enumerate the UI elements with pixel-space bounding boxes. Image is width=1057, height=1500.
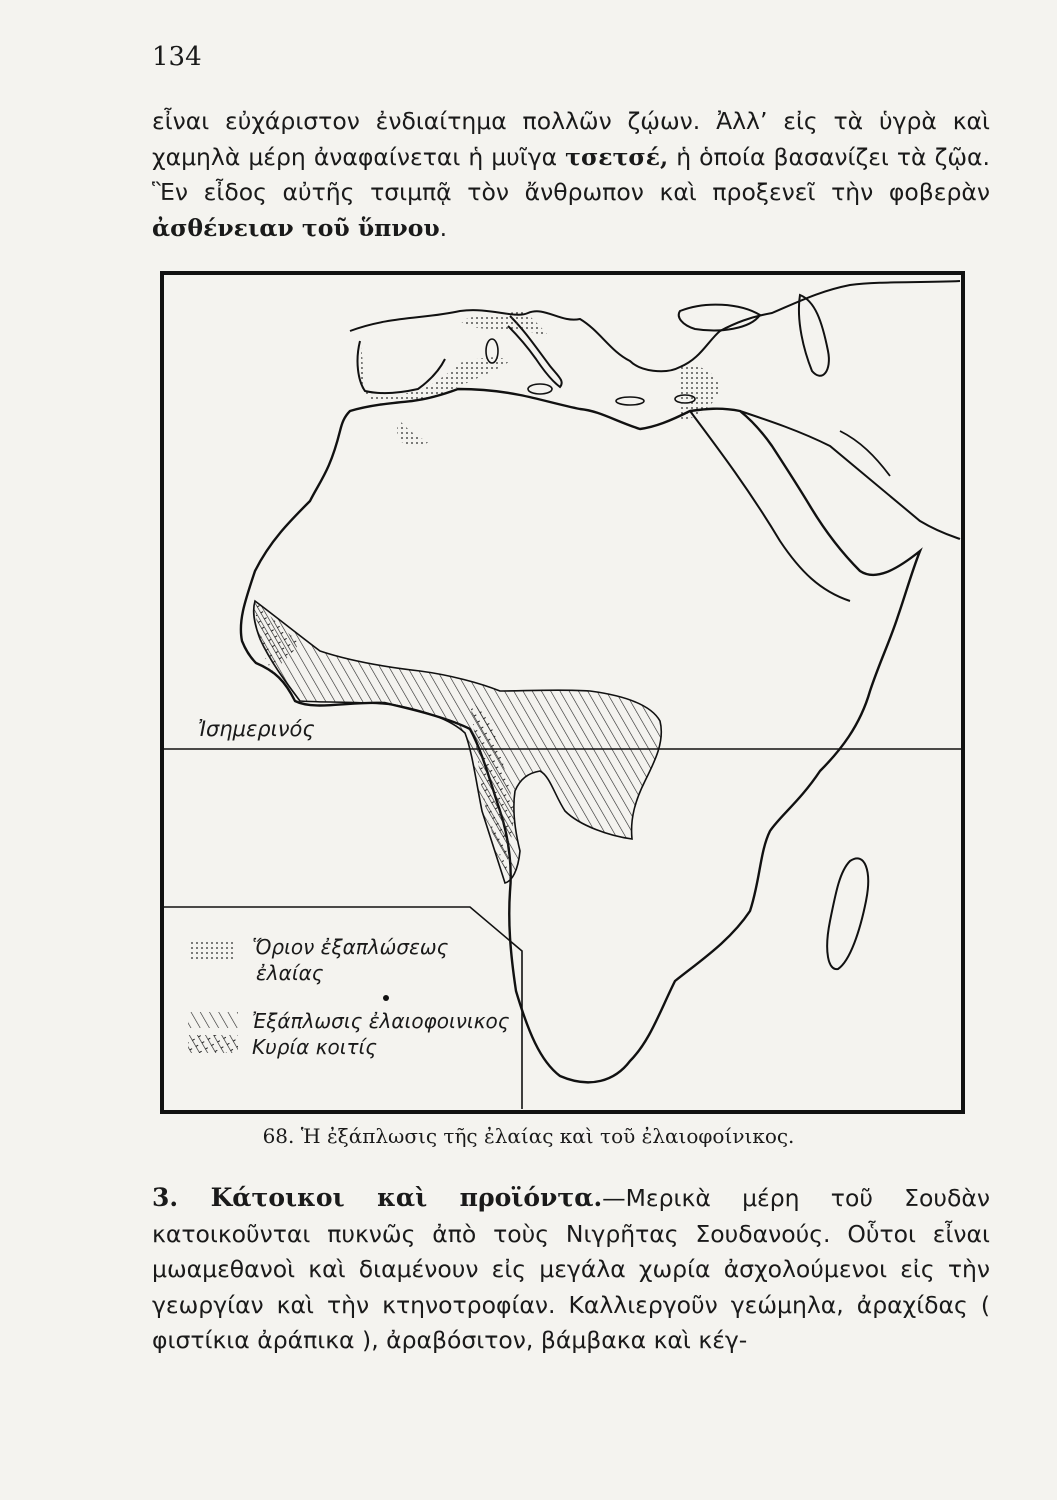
tsetse-term: τσετσέ, — [565, 142, 669, 171]
paragraph-top — [152, 104, 990, 246]
africa-map — [160, 271, 965, 1114]
paragraph-bottom — [152, 1180, 990, 1359]
sicily-island — [528, 384, 552, 394]
legend-olive-limit: Ὅριον ἐξαπλώσεως — [252, 935, 449, 959]
legend-dots-swatch — [188, 939, 236, 959]
black-sea — [679, 305, 760, 331]
madagascar-island — [827, 858, 868, 969]
arabia-coast — [740, 411, 960, 539]
persian-gulf — [840, 431, 890, 476]
paragraph-top-text-2: ἡ ὁποία βασανίζει τὰ ζῷα. Ἓν εἶδος αὐτῆς τσιμπᾷ τὸν ἄνθρωπον καὶ προξενεῖ τὴν φοβερὰν — [152, 142, 990, 206]
legend-olive-limit-line2: ἐλαίας — [256, 961, 324, 985]
red-sea-coast — [690, 411, 850, 601]
legend-hatch-swatch — [188, 1012, 238, 1028]
legend-oil-palm-spread: Ἐξάπλωσις ἐλαιοφοινικος — [252, 1009, 510, 1033]
paragraph-top-end: . — [439, 213, 448, 242]
caspian-sea — [799, 295, 829, 376]
legend-point — [383, 995, 389, 1001]
paragraph-top-text-1: εἶναι εὐχάριστον ἐνδιαίτημα πολλῶν ζῴων. Ἀλλ’ εἰς τὰ ὑγρὰ καὶ χαμηλὰ μέρη ἀναφαίνεται ἡ μυῖγα — [152, 107, 990, 171]
paragraph-bottom-text: —Μερικὰ μέρη τοῦ Σουδὰν κατοικοῦνται πυκνῶς ἀπὸ τοὺς Νιγρῆτας Σουδανούς. Οὗτοι εἶναι μωαμεθανοὶ καὶ διαμένουν εἰς μεγάλα χωρία ἀσχολούμενοι εἰς τὴν γεωργίαν καὶ τὴν κτηνοτροφίαν. Καλλιεργοῦν γεώμηλα, ἀραχίδας ( φιστίκια ἀράπικα ), ἀραβόσιτον, βάμβακα καὶ κέγ- — [152, 1184, 990, 1354]
figure-caption: 68. Ἡ ἐξάπλωσις τῆς ἐλαίας καὶ τοῦ ἐλαιοφοίνικος. — [262, 1124, 795, 1148]
legend-main-habitat: Κυρία κοιτίς — [252, 1035, 378, 1059]
figure-map — [160, 271, 965, 1114]
sleeping-sickness-term: ἀσθένειαν τοῦ ὕπνου — [152, 213, 440, 242]
oil-palm-zone — [254, 601, 662, 883]
legend-crosshatch-swatch — [188, 1035, 238, 1053]
page-number: 134 — [152, 42, 202, 72]
equator-label: Ἰσημερινός — [198, 717, 315, 741]
crete-island — [616, 397, 644, 405]
section-title: 3. Κάτοικοι καὶ προϊόντα. — [152, 1183, 603, 1212]
europe-coast — [350, 281, 960, 371]
olive-zone-lybia — [397, 421, 430, 446]
olive-zone-north — [460, 311, 550, 337]
